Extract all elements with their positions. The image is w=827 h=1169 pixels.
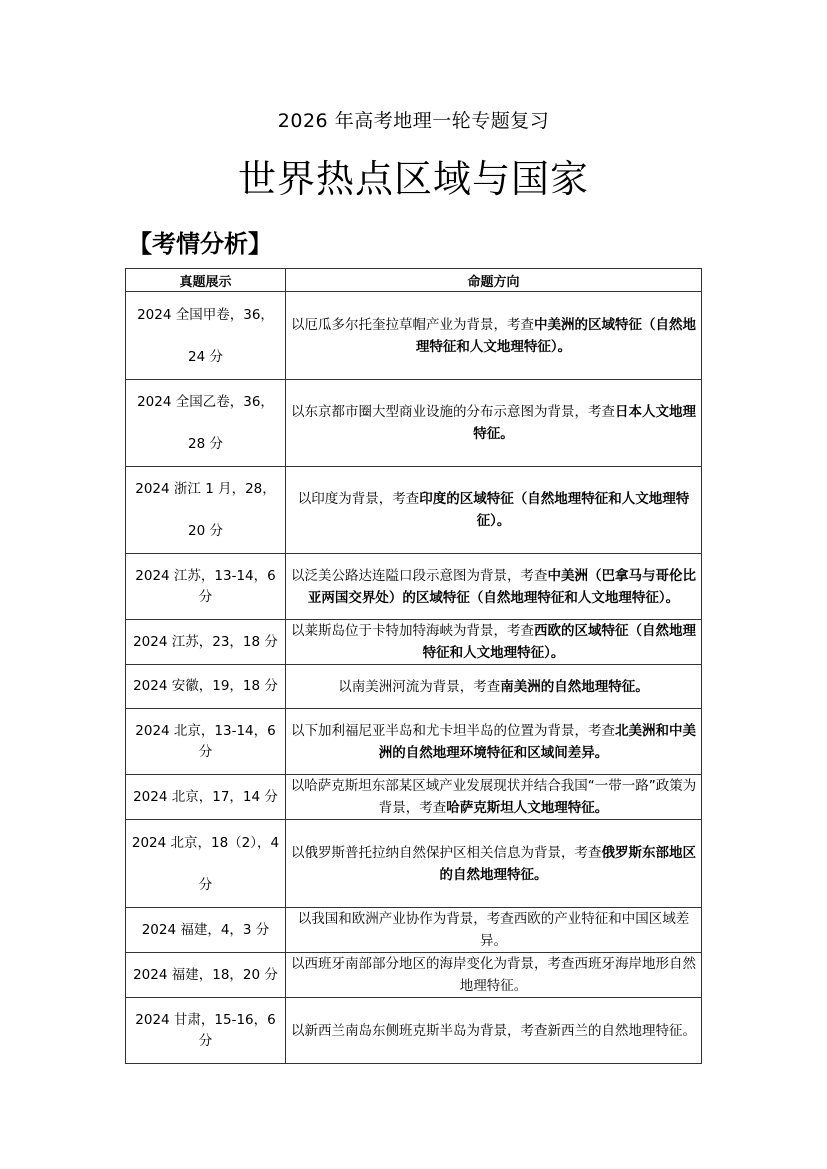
table-row <box>126 775 702 820</box>
direction-cell: 以西班牙南部部分地区的海岸变化为背景，考查西班牙海岸地形自然地理特征。 <box>286 953 702 998</box>
exam-source-cell: 2024 北京，18（2），4 分 <box>126 820 286 908</box>
direction-cell: 以莱斯岛位于卡特加特海峡为背景，考查西欧的区域特征（自然地理特征和人文地理特征）。 <box>286 620 702 665</box>
doc-title: 世界热点区域与国家 <box>237 157 589 201</box>
table-row <box>126 953 702 998</box>
exam-source-cell: 2024 全国甲卷，36，24 分 <box>126 292 286 380</box>
table-header-row <box>126 269 702 292</box>
exam-source-cell: 2024 北京，17，14 分 <box>126 775 286 820</box>
exam-source-cell: 2024 全国乙卷，36，28 分 <box>126 380 286 467</box>
exam-analysis-table <box>125 268 702 1064</box>
table-row <box>126 665 702 709</box>
exam-source-cell: 2024 福建，4，3 分 <box>126 908 286 953</box>
column-header-source: 真题展示 <box>126 269 286 292</box>
direction-cell: 以下加利福尼亚半岛和尤卡坦半岛的位置为背景，考查北美洲和中美洲的自然地理环境特征和区域间差异。 <box>286 709 702 775</box>
direction-cell: 以东京都市圈大型商业设施的分布示意图为背景，考查日本人文地理特征。 <box>286 380 702 467</box>
direction-cell: 以哈萨克斯坦东部某区域产业发展现状并结合我国“一带一路”政策为背景，考查哈萨克斯坦人文地理特征。 <box>286 775 702 820</box>
table-row <box>126 292 702 380</box>
table-row <box>126 908 702 953</box>
exam-source-cell: 2024 浙江 1 月，28，20 分 <box>126 467 286 554</box>
table-row <box>126 998 702 1064</box>
table-row <box>126 709 702 775</box>
doc-subtitle: 2026 年高考地理一轮专题复习 <box>277 110 550 132</box>
table-row <box>126 820 702 908</box>
exam-source-cell: 2024 安徽，19，18 分 <box>126 665 286 709</box>
table-row <box>126 467 702 554</box>
column-header-direction: 命题方向 <box>286 269 702 292</box>
exam-source-cell: 2024 江苏，13-14，6 分 <box>126 554 286 620</box>
exam-source-cell: 2024 江苏，23，18 分 <box>126 620 286 665</box>
table-row <box>126 620 702 665</box>
section-heading: 【考情分析】 <box>128 230 272 258</box>
exam-source-cell: 2024 北京，13-14，6 分 <box>126 709 286 775</box>
table-row <box>126 554 702 620</box>
exam-source-cell: 2024 福建，18，20 分 <box>126 953 286 998</box>
direction-cell: 以泛美公路达连隘口段示意图为背景，考查中美洲（巴拿马与哥伦比亚两国交界处）的区域特征（自然地理特征和人文地理特征）。 <box>286 554 702 620</box>
direction-cell: 以印度为背景，考查印度的区域特征（自然地理特征和人文地理特征）。 <box>286 467 702 554</box>
direction-cell: 以厄瓜多尔托奎拉草帽产业为背景，考查中美洲的区域特征（自然地理特征和人文地理特征）。 <box>286 292 702 380</box>
direction-cell: 以我国和欧洲产业协作为背景，考查西欧的产业特征和中国区域差异。 <box>286 908 702 953</box>
direction-cell: 以新西兰南岛东侧班克斯半岛为背景，考查新西兰的自然地理特征。 <box>286 998 702 1064</box>
direction-cell: 以俄罗斯普托拉纳自然保护区相关信息为背景，考查俄罗斯东部地区的自然地理特征。 <box>286 820 702 908</box>
direction-cell: 以南美洲河流为背景，考查南美洲的自然地理特征。 <box>286 665 702 709</box>
table-row <box>126 380 702 467</box>
exam-source-cell: 2024 甘肃，15-16，6 分 <box>126 998 286 1064</box>
